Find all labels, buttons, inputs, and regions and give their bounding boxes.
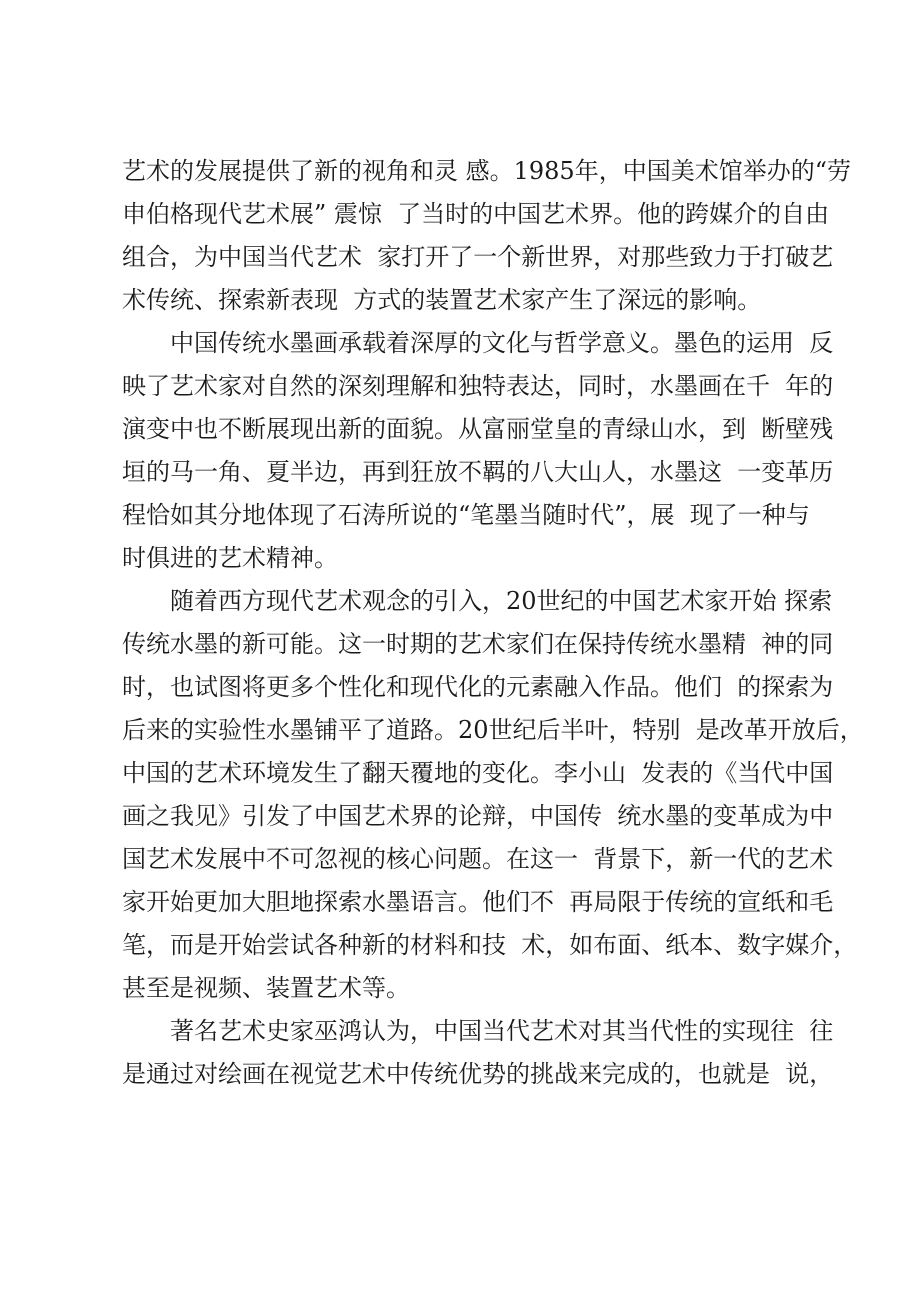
text-line: 时，也试图将更多个性化和现代化的元素融入作品。他们 的探索为	[122, 673, 834, 701]
text-line: 传统水墨的新可能。这一时期的艺术家们在保持传统水墨精 神的同	[122, 630, 834, 658]
text-line: 时俱进的艺术精神。	[122, 544, 338, 572]
text-line: 艺术的发展提供了新的视角和灵 感。1985年，中国美术馆举办的“劳	[122, 157, 851, 185]
text-line: 中国传统水墨画承载着深厚的文化与哲学意义。墨色的运用 反	[170, 329, 834, 357]
text-line: 组合，为中国当代艺术 家打开了一个新世界，对那些致力于打破艺	[122, 243, 834, 271]
text-line: 国艺术发展中不可忽视的核心问题。在这一 背景下，新一代的艺术	[122, 845, 834, 873]
text-line: 甚至是视频、装置艺术等。	[122, 974, 410, 1002]
text-line: 画之我见》引发了中国艺术界的论辩，中国传 统水墨的变革成为中	[122, 802, 834, 830]
text-line: 演变中也不断展现出新的面貌。从富丽堂皇的青绿山水，到 断壁残	[122, 415, 834, 443]
text-line: 垣的马一角、夏半边，再到狂放不羁的八大山人，水墨这 一变革历	[122, 458, 834, 486]
text-line: 随着西方现代艺术观念的引入，20世纪的中国艺术家开始 探索	[170, 587, 833, 615]
text-line: 笔，而是开始尝试各种新的材料和技 术，如布面、纸本、数字媒介，	[122, 931, 858, 959]
paragraph	[122, 580, 864, 1010]
text-line: 家开始更加大胆地探索水墨语言。他们不 再局限于传统的宣纸和毛	[122, 888, 834, 916]
text-line: 申伯格现代艺术展” 震惊 了当时的中国艺术界。他的跨媒介的自由	[122, 200, 830, 228]
text-line: 术传统、探索新表现 方式的装置艺术家产生了深远的影响。	[122, 286, 762, 314]
text-line: 著名艺术史家巫鸿认为，中国当代艺术对其当代性的实现往 往	[170, 1017, 834, 1045]
text-line: 后来的实验性水墨铺平了道路。20世纪后半叶，特别 是改革开放后，	[122, 716, 864, 744]
text-line: 映了艺术家对自然的深刻理解和独特表达，同时，水墨画在千 年的	[122, 372, 834, 400]
paragraph	[122, 322, 834, 580]
text-line: 程恰如其分地体现了石涛所说的“笔墨当随时代”，展 现了一种与	[122, 501, 810, 529]
text-line: 是通过对绘画在视觉艺术中传统优势的挑战来完成的，也就是 说，	[122, 1060, 834, 1088]
paragraph	[122, 150, 851, 322]
text-line: 中国的艺术环境发生了翻天覆地的变化。李小山 发表的《当代中国	[122, 759, 834, 787]
body-text	[122, 150, 864, 1096]
paragraph	[122, 1010, 834, 1096]
